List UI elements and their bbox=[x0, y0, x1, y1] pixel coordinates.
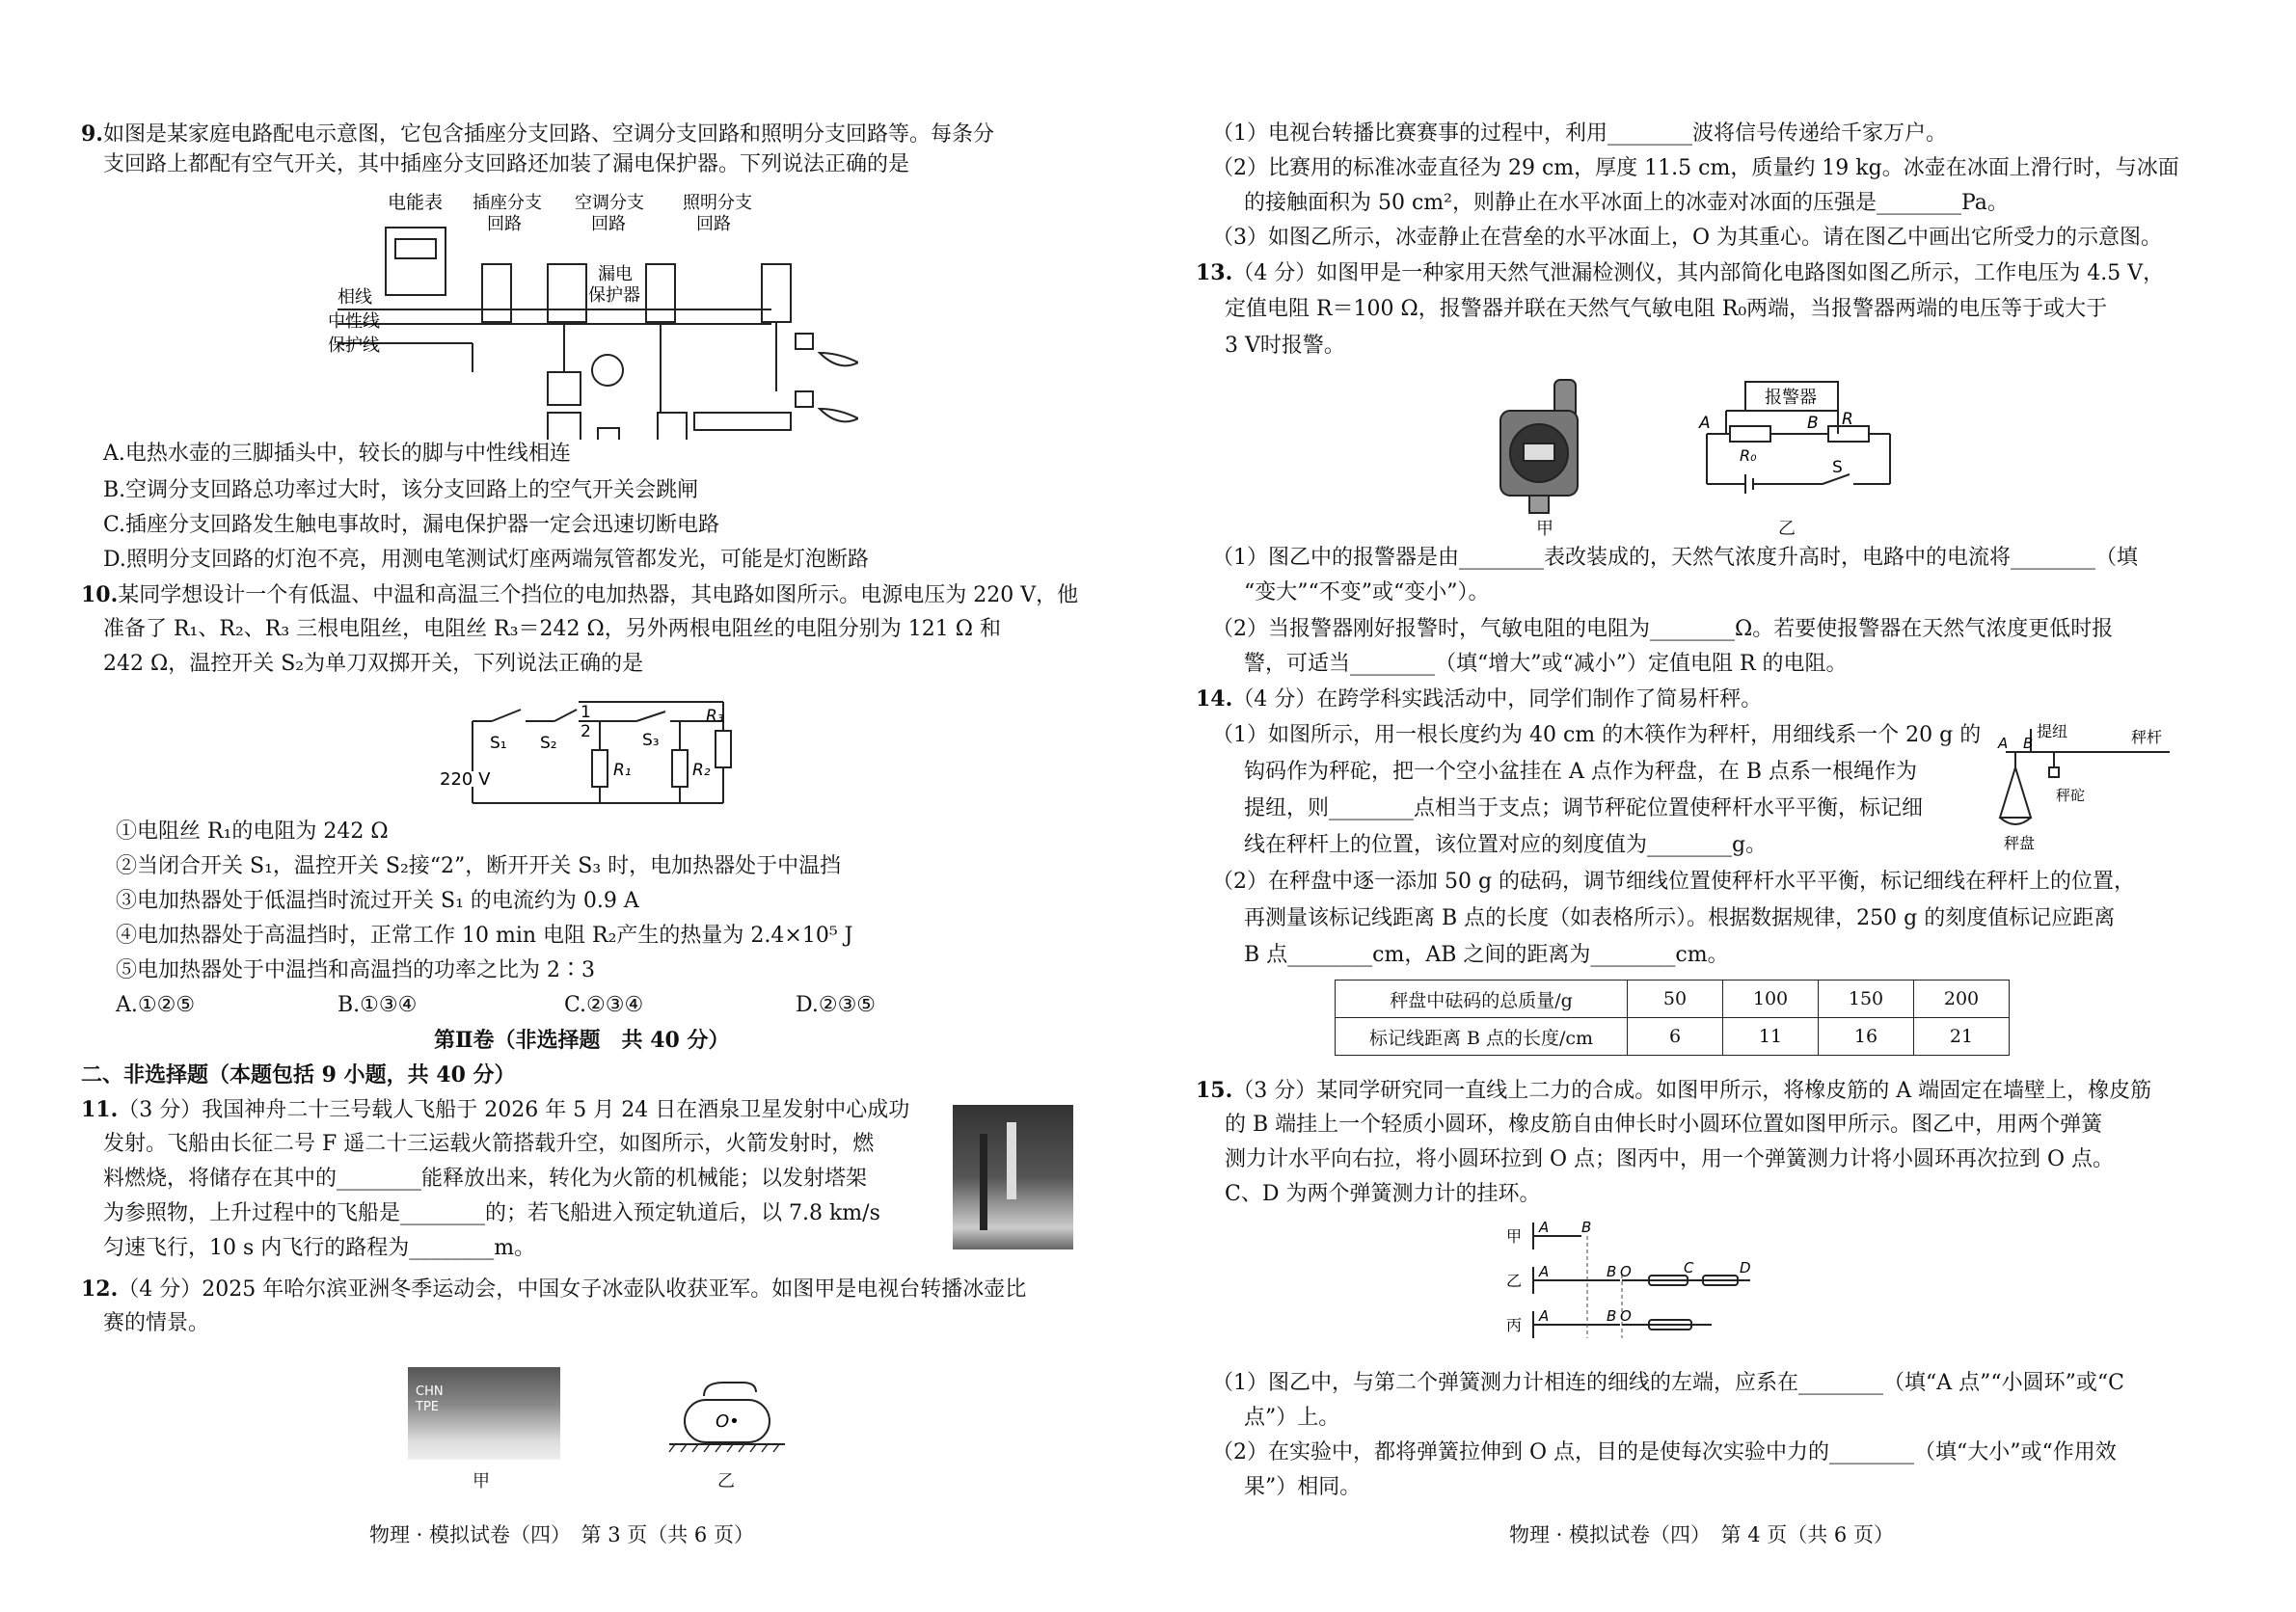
q14-part-2-line-1: （2）在秤盘中逐一添加 50 g 的砝码，调节细线位置使秤杆水平平衡，标记细线在秤杆上的位置， bbox=[1212, 870, 2136, 894]
socket-1 bbox=[548, 372, 581, 405]
q13-part-1-line-2: “变大”“不变”或“变小”）。 bbox=[1244, 580, 1490, 604]
q13-number: 13. bbox=[1196, 260, 1233, 285]
label-alarm: 报警器 bbox=[1765, 388, 1817, 408]
resistor-r2 bbox=[672, 750, 688, 787]
light-breaker bbox=[762, 264, 791, 322]
q10-statement-5: ⑤电加热器处于中温挡和高温挡的功率之比为 2∶3 bbox=[116, 958, 595, 982]
q15-part-1-line-1: （1）图乙中，与第二个弹簧测力计相连的细线的左端，应系在________（填“A 点”“小圆环”或“C bbox=[1212, 1371, 2124, 1395]
q9-option-a: A.电热水壶的三脚插头中，较长的脚与中性线相连 bbox=[103, 442, 571, 466]
resistor-r1 bbox=[592, 750, 608, 787]
label-r2: R₂ bbox=[692, 761, 711, 780]
heater-circuit-figure bbox=[434, 692, 752, 818]
lamp-1 bbox=[820, 353, 858, 365]
q13-part-2-line-2: 警，可适当________（填“增大”或“减小”）定值电阻 R 的电阻。 bbox=[1244, 652, 1848, 676]
label-r1: R₁ bbox=[613, 761, 632, 780]
q13-part-2-line-1: （2）当报警器刚好报警时，气敏电阻的电阻为________Ω。若要使报警器在天然气浓度更低时报 bbox=[1212, 617, 2114, 641]
socket-2 bbox=[548, 413, 581, 440]
label-a-bing: A bbox=[1539, 1307, 1550, 1325]
kettle-icon bbox=[598, 428, 619, 440]
label-point-b: B bbox=[2023, 735, 2034, 752]
label-s2: S₂ bbox=[540, 734, 557, 753]
resistor-r3 bbox=[716, 731, 731, 767]
counterweight bbox=[2049, 767, 2059, 777]
label-o-yi: O bbox=[1620, 1263, 1632, 1280]
rocket-icon bbox=[1007, 1122, 1016, 1199]
label-rod: 秤杆 bbox=[2131, 728, 2163, 746]
label-r3: R₃ bbox=[706, 707, 724, 726]
label-b-yi: B bbox=[1607, 1263, 1617, 1280]
q10-statement-3: ③电加热器处于低温挡时流过开关 S₁ 的电流约为 0.9 A bbox=[116, 889, 639, 913]
scale-pan bbox=[2000, 767, 2031, 818]
q11-line-1: 11.（3 分）我国神舟二十三号载人飞船于 2026 年 5 月 24 日在酒泉卫星发射中心成功 bbox=[81, 1097, 910, 1122]
label-r: R bbox=[1842, 410, 1853, 429]
q10-line-1: 10.某同学想设计一个有低温、中温和高温三个挡位的电加热器，其电路如图所示。电源电压为 220 V，他 bbox=[81, 582, 1079, 607]
q11-line-3: 料燃烧，将储存在其中的________能释放出来，转化为火箭的机械能；以发射塔架 bbox=[103, 1167, 868, 1191]
label-live: 相线 bbox=[338, 287, 372, 308]
footer-right: 物理 · 模拟试卷（四） 第 4 页（共 6 页） bbox=[1509, 1523, 1894, 1546]
launch-tower bbox=[980, 1134, 987, 1230]
q15-part-1-line-2: 点”）上。 bbox=[1244, 1406, 1340, 1430]
fig-jia-label: 甲 bbox=[473, 1471, 490, 1491]
socket-breaker bbox=[482, 264, 511, 322]
q11-line-4: 为参照物，上升过程中的飞船是________的；若飞船进入预定轨道后，以 7.8 km/s bbox=[103, 1201, 880, 1225]
q10-statement-4: ④电加热器处于高温挡时，正常工作 10 min 电阻 R₂产生的热量为 2.4×10⁵ J bbox=[116, 924, 853, 948]
q15-part-2-line-2: 果”）相同。 bbox=[1244, 1475, 1362, 1499]
label-point-a: A bbox=[1998, 735, 2009, 752]
label-point-a: A bbox=[1699, 414, 1711, 433]
svg-text:回路: 回路 bbox=[696, 214, 731, 234]
label-neutral: 中性线 bbox=[328, 311, 380, 332]
q14-part-1-line-2: 钩码作为秤砣，把一个空小盆挂在 A 点作为秤盘，在 B 点系一根绳作为 bbox=[1244, 760, 1918, 784]
label-point-b: B bbox=[1807, 414, 1819, 433]
label-light-branch: 照明分支 bbox=[683, 193, 752, 213]
q15-line-1: 15.（3 分）某同学研究同一直线上二力的合成。如图甲所示，将橡皮筋的 A 端固定在墙壁上，橡皮筋 bbox=[1196, 1078, 2152, 1103]
right-page bbox=[1148, 0, 2296, 1612]
q15-line-4: C、D 为两个弹簧测力计的挂环。 bbox=[1225, 1182, 1541, 1206]
q10-statement-1: ①电阻丝 R₁的电阻为 242 Ω bbox=[116, 819, 389, 844]
air-conditioner bbox=[694, 413, 791, 430]
table-row-head-mass: 秤盘中砝码的总质量/g bbox=[1336, 981, 1628, 1018]
table-row-head-length: 标记线距离 B 点的长度/cm bbox=[1336, 1018, 1628, 1056]
fan-icon bbox=[592, 355, 623, 386]
label-socket-branch: 插座分支 bbox=[473, 193, 542, 213]
label-d: D bbox=[1740, 1259, 1751, 1276]
q12-line-2: 赛的情景。 bbox=[103, 1311, 210, 1335]
q12-part-3: （3）如图乙所示，冰壶静止在营垒的水平冰面上，O 为其重心。请在图乙中画出它所受力的示意图。 bbox=[1212, 226, 2163, 250]
home-circuit-figure bbox=[318, 189, 858, 440]
q13-line-1: 13.（4 分）如图甲是一种家用天然气泄漏检测仪，其内部简化电路图如图乙所示，工作电压为 4.5 V， bbox=[1196, 260, 2165, 285]
label-s3: S₃ bbox=[642, 731, 660, 750]
q10-line-2: 准备了 R₁、R₂、R₃ 三根电阻丝，电阻丝 R₃＝242 Ω，另外两根电阻丝的电阻分别为 121 Ω 和 bbox=[103, 617, 1001, 641]
curling-broadcast-photo: CHN TPE bbox=[408, 1367, 560, 1460]
label-yi: 乙 bbox=[1506, 1272, 1523, 1290]
q9-number: 9. bbox=[81, 121, 103, 147]
footer-left: 物理 · 模拟试卷（四） 第 3 页（共 6 页） bbox=[369, 1523, 754, 1546]
q10-statement-2: ②当闭合开关 S₁，温控开关 S₂接“2”，断开开关 S₃ 时，电加热器处于中温挡 bbox=[116, 854, 842, 878]
energy-meter bbox=[386, 228, 446, 295]
svg-text:回路: 回路 bbox=[591, 214, 626, 234]
label-a-jia: A bbox=[1539, 1219, 1550, 1236]
q14-part-2-line-2: 再测量该标记线距离 B 点的长度（如表格所示）。根据数据规律，250 g 的刻度值标记应距离 bbox=[1244, 906, 2116, 930]
q12-part-2-line-2: 的接触面积为 50 cm²，则静止在水平冰面上的冰壶对冰面的压强是________Pa。 bbox=[1244, 191, 2009, 215]
table-cell: 21 bbox=[1914, 1018, 2010, 1056]
leakage-protector bbox=[548, 264, 586, 322]
label-pin-1: 1 bbox=[581, 703, 591, 722]
rocket-launch-photo bbox=[953, 1105, 1073, 1249]
detector-display bbox=[1524, 443, 1554, 461]
ac-breaker bbox=[646, 264, 675, 322]
switch-s2 bbox=[554, 710, 577, 721]
label-r0: R₀ bbox=[1740, 446, 1757, 465]
steelyard-figure bbox=[1996, 721, 2179, 856]
table-cell: 11 bbox=[1723, 1018, 1819, 1056]
alarm-circuit-figure bbox=[1688, 376, 1900, 521]
q9-option-b: B.空调分支回路总功率过大时，该分支回路上的空气开关会跳闸 bbox=[103, 478, 699, 502]
q10-number: 10. bbox=[81, 582, 119, 607]
fig-yi-label: 乙 bbox=[717, 1471, 735, 1491]
q14-part-1-line-4: 线在秤杆上的位置，该位置对应的刻度值为________g。 bbox=[1244, 833, 1768, 857]
q9-option-d: D.照明分支回路的灯泡不亮，用测电笔测试灯座两端氖管都发光，可能是灯泡断路 bbox=[103, 548, 869, 572]
q12-part-2-line-1: （2）比赛用的标准冰壶直径为 29 cm，厚度 11.5 cm，质量约 19 kg。冰壶在冰面上滑行时，与冰面 bbox=[1212, 156, 2179, 180]
q10-choice-c: C.②③④ bbox=[564, 993, 644, 1017]
q15-line-3: 测力计水平向右拉，将小圆环拉到 O 点；图丙中，用一个弹簧测力计将小圆环再次拉到 O 点。 bbox=[1225, 1147, 2115, 1171]
svg-text:回路: 回路 bbox=[487, 214, 522, 234]
q15-part-2-line-1: （2）在实验中，都将弹簧拉伸到 O 点，目的是使每次实验中力的________（填“大小”或“作用效 bbox=[1212, 1440, 2117, 1464]
label-leakage: 漏电 bbox=[598, 264, 633, 284]
q11-line-5: 匀速飞行，10 s 内飞行的路程为________m。 bbox=[103, 1236, 536, 1260]
label-meter: 电能表 bbox=[388, 192, 444, 213]
label-s1: S₁ bbox=[490, 734, 507, 753]
label-ac-branch: 空调分支 bbox=[575, 193, 644, 213]
q15-number: 15. bbox=[1196, 1078, 1233, 1103]
svg-text:保护器: 保护器 bbox=[588, 285, 640, 306]
q12-line-1: 12.（4 分）2025 年哈尔滨亚洲冬季运动会，中国女子冰壶队收获亚军。如图甲是电视台转播冰壶比 bbox=[81, 1276, 1027, 1302]
q14-number: 14. bbox=[1196, 686, 1233, 712]
curling-handle bbox=[704, 1383, 756, 1396]
table-row bbox=[1336, 981, 2010, 1018]
lamp-2 bbox=[820, 409, 858, 421]
label-pin-2: 2 bbox=[581, 722, 591, 741]
q14-part-2-line-3: B 点________cm，AB 之间的距离为________cm。 bbox=[1244, 943, 1729, 967]
switch-s3 bbox=[636, 712, 665, 721]
q13-fig-yi: 乙 bbox=[1778, 519, 1796, 539]
table-cell: 50 bbox=[1628, 981, 1723, 1018]
steelyard-data-table bbox=[1335, 980, 2010, 1056]
force-combination-figure bbox=[1504, 1217, 1794, 1342]
label-weight: 秤砣 bbox=[2056, 787, 2086, 804]
gas-detector-figure bbox=[1497, 376, 1583, 521]
label-lift-knob: 提纽 bbox=[2037, 722, 2068, 740]
q13-line-2: 定值电阻 R＝100 Ω，报警器并联在天然气气敏电阻 R₀两端，当报警器两端的电压等于或大于 bbox=[1225, 297, 2108, 321]
label-b-bing: B bbox=[1607, 1307, 1617, 1325]
q14-part-1-line-1: （1）如图所示，用一根长度约为 40 cm 的木筷作为秤杆，用细线系一个 20 g 的 bbox=[1212, 723, 1982, 747]
q9-line-1: 9.如图是某家庭电路配电示意图，它包含插座分支回路、空调分支回路和照明分支回路等。每条分 bbox=[81, 121, 994, 147]
table-cell: 200 bbox=[1914, 981, 2010, 1018]
label-pan: 秤盘 bbox=[2004, 834, 2036, 852]
q13-part-1-line-1: （1）图乙中的报警器是由________表改装成的，天然气浓度升高时，电路中的电流将________（填 bbox=[1212, 546, 2138, 570]
q10-line-3: 242 Ω，温控开关 S₂为单刀双掷开关，下列说法正确的是 bbox=[103, 652, 644, 676]
table-cell: 150 bbox=[1819, 981, 1914, 1018]
q10-choice-a: A.①②⑤ bbox=[116, 993, 196, 1017]
label-a-yi: A bbox=[1539, 1263, 1550, 1280]
label-jia: 甲 bbox=[1506, 1227, 1523, 1246]
resistor-r0 bbox=[1730, 426, 1770, 442]
q11-number: 11. bbox=[81, 1097, 119, 1122]
label-s: S bbox=[1832, 458, 1843, 477]
table-cell: 6 bbox=[1628, 1018, 1723, 1056]
section-title: 二、非选择题（本题包括 9 小题，共 40 分） bbox=[81, 1062, 516, 1088]
switch-s1 bbox=[492, 710, 521, 721]
q12-number: 12. bbox=[81, 1276, 119, 1302]
q10-choice-b: B.①③④ bbox=[338, 993, 418, 1017]
q14-line-1: 14.（4 分）在跨学科实践活动中，同学们制作了简易杆秤。 bbox=[1196, 686, 1763, 712]
label-o-bing: O bbox=[1620, 1307, 1632, 1325]
table-cell: 16 bbox=[1819, 1018, 1914, 1056]
q13-fig-jia: 甲 bbox=[1536, 519, 1553, 539]
table-cell: 100 bbox=[1723, 981, 1819, 1018]
label-voltage: 220 V bbox=[440, 769, 491, 790]
q15-line-2: 的 B 端挂上一个轻质小圆环，橡皮筋自由伸长时小圆环位置如图甲所示。图乙中，用两个弹簧 bbox=[1225, 1113, 2103, 1137]
socket-3 bbox=[658, 413, 687, 440]
q9-option-c: C.插座分支回路发生触电事故时，漏电保护器一定会迅速切断电路 bbox=[103, 513, 720, 537]
q10-choice-d: D.②③⑤ bbox=[796, 993, 877, 1017]
curling-stone-figure bbox=[665, 1379, 791, 1465]
q9-line-2: 支回路上都配有空气开关，其中插座分支回路还加装了漏电保护器。下列说法正确的是 bbox=[103, 152, 910, 176]
q14-part-1-line-3: 提纽，则________点相当于支点；调节秤砣位置使秤杆水平平衡，标记细 bbox=[1244, 796, 1924, 820]
q11-line-2: 发射。飞船由长征二号 F 遥二十三运载火箭搭载升空，如图所示，火箭发射时，燃 bbox=[103, 1132, 875, 1156]
center-o-label: O• bbox=[716, 1411, 740, 1432]
q12-part-1: （1）电视台转播比赛赛事的过程中，利用________波将信号传递给千家万户。 bbox=[1212, 121, 1947, 146]
label-ground: 保护线 bbox=[328, 336, 380, 356]
q13-line-3: 3 V时报警。 bbox=[1225, 334, 1345, 358]
volume-title: 第Ⅱ卷（非选择题 共 40 分） bbox=[434, 1028, 730, 1053]
label-c: C bbox=[1684, 1259, 1694, 1276]
label-b-jia: B bbox=[1581, 1219, 1592, 1236]
label-bing: 丙 bbox=[1506, 1316, 1523, 1334]
table-row bbox=[1336, 1018, 2010, 1056]
